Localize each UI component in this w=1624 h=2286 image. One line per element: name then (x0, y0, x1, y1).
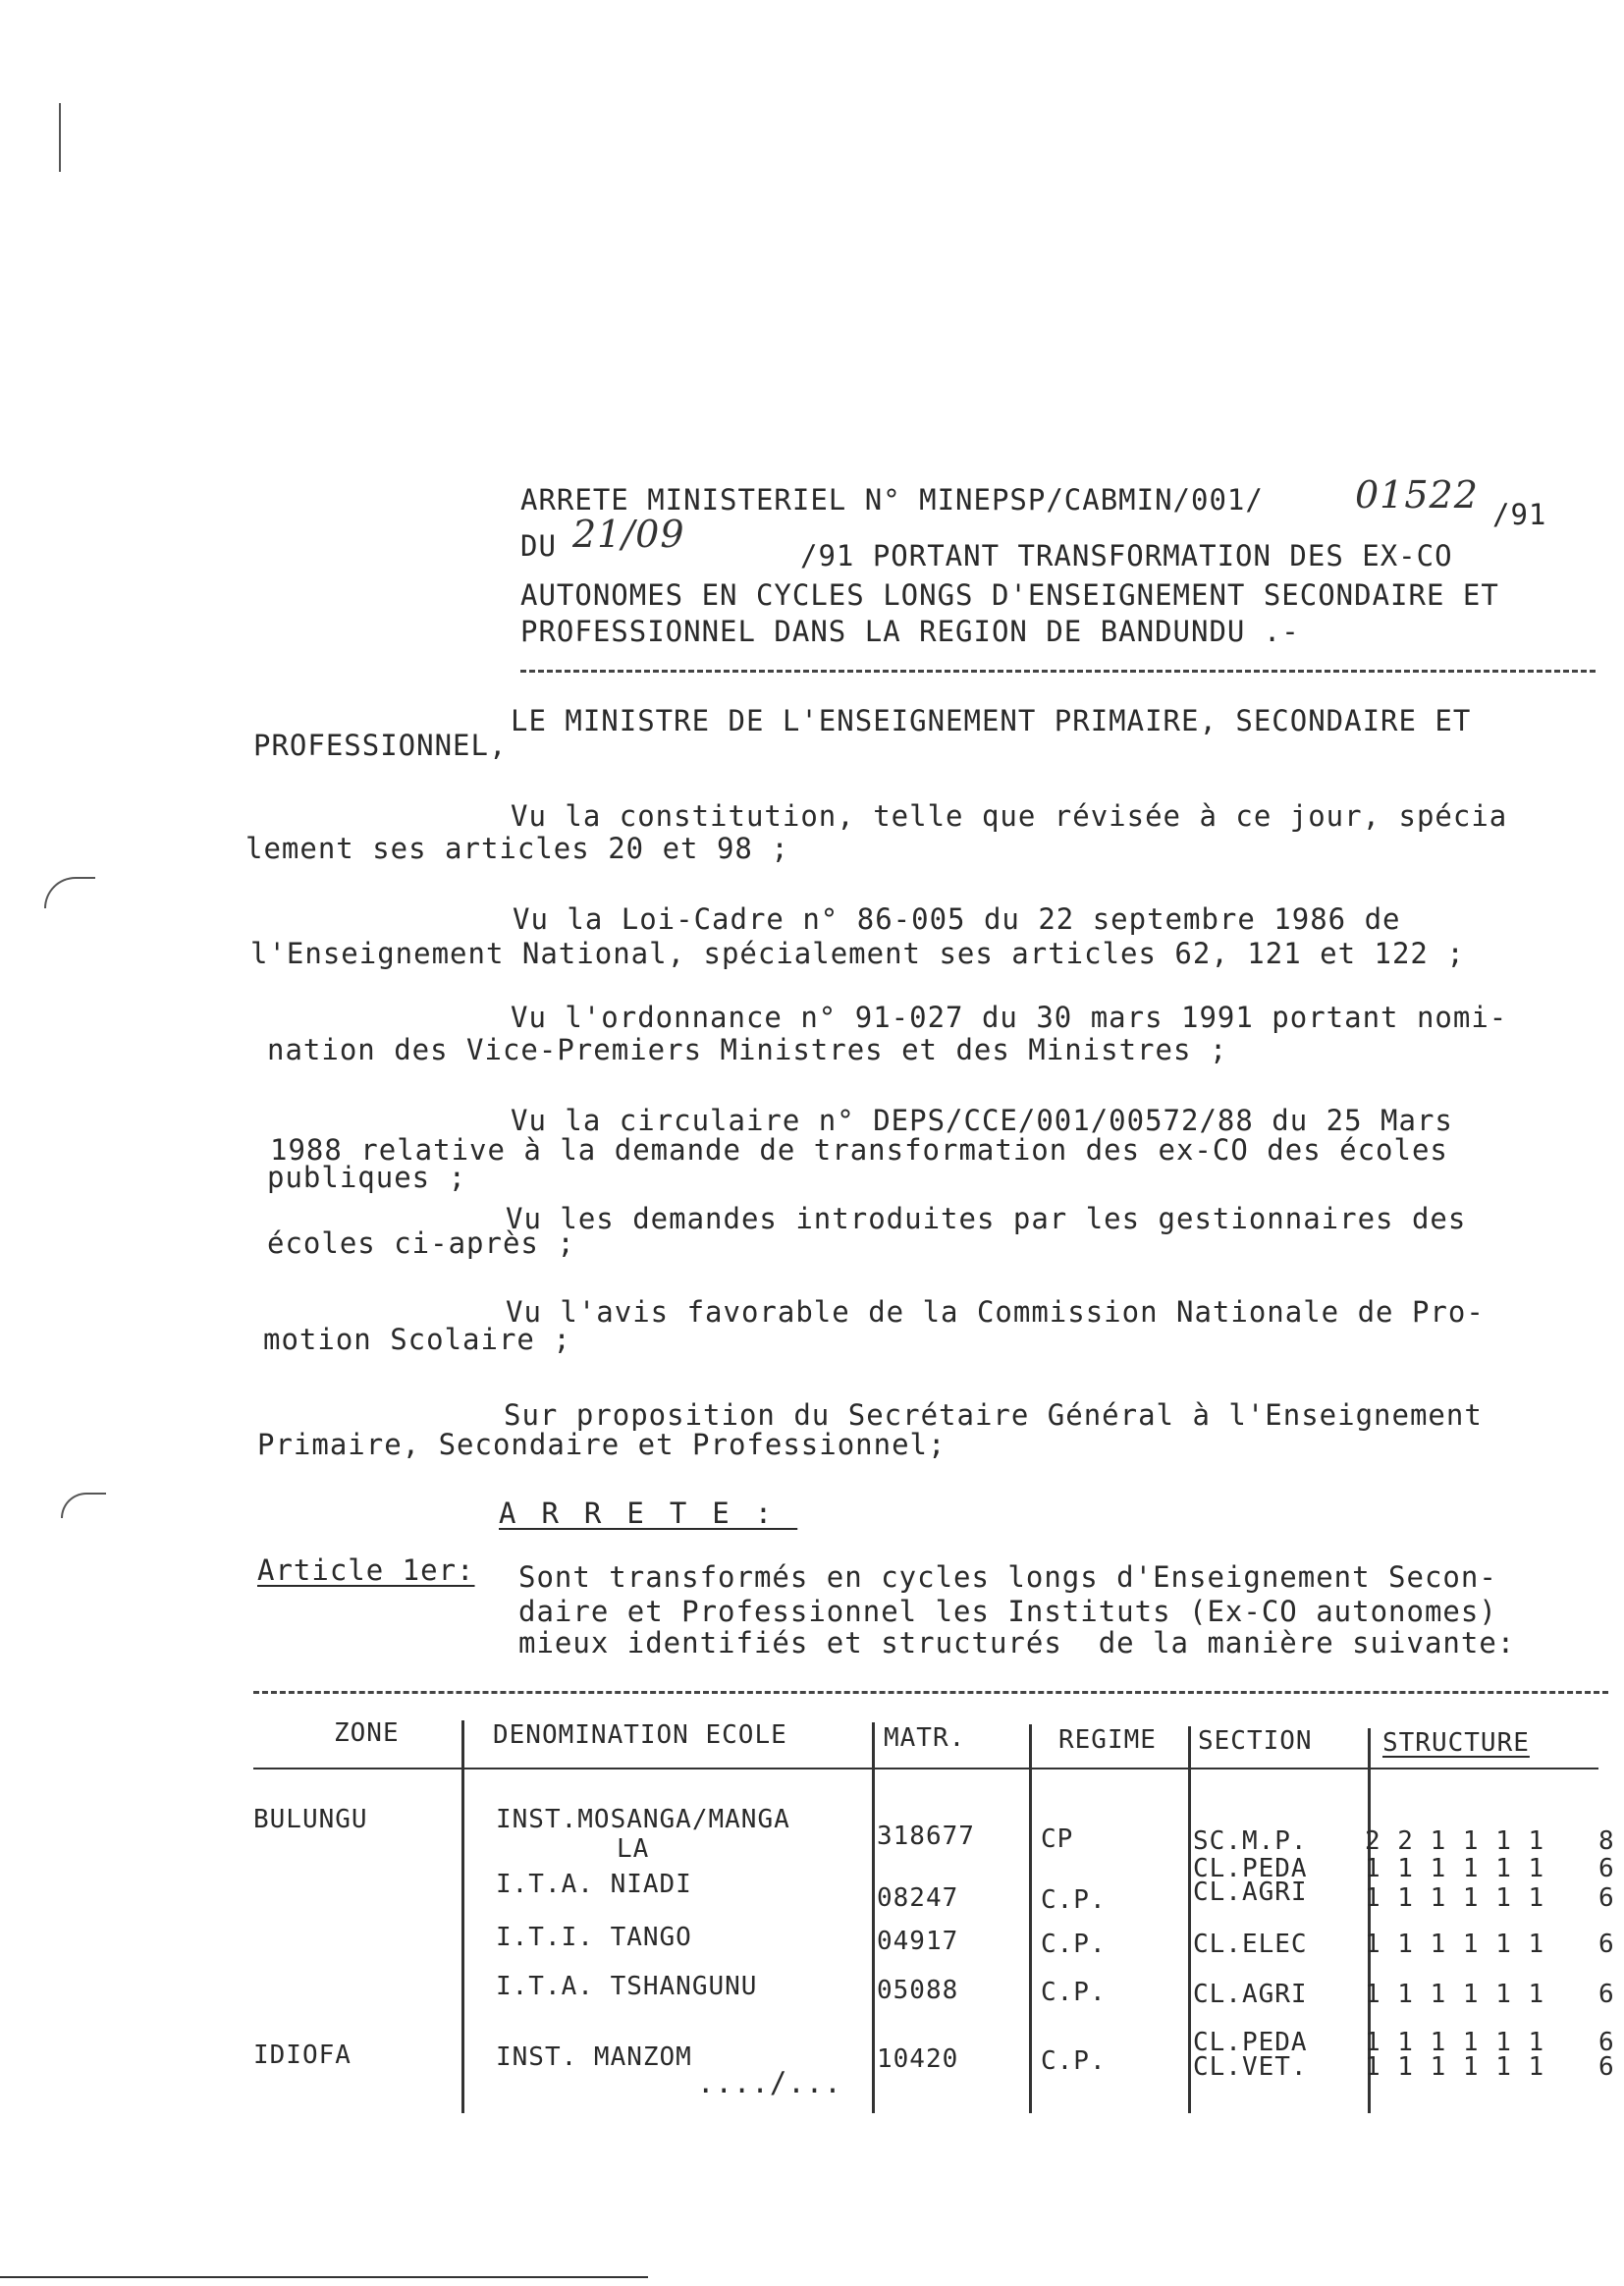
row-4-section: CL.ELEC (1193, 1930, 1308, 1959)
row-5-name: I.T.A. TSHANGUNU (496, 1972, 758, 2001)
handwritten-date: 21/09 (572, 513, 685, 556)
arrete-heading: ARRETE: (499, 1497, 798, 1530)
handwritten-number: 01522 (1355, 473, 1479, 517)
row-5-section: CL.AGRI (1193, 1980, 1308, 2009)
vu-demandes-2: écoles ci-après ; (267, 1226, 575, 1260)
margin-mark-left (44, 877, 95, 908)
row-7-matr: 10420 (877, 2044, 959, 2074)
row-1-zone: BULUNGU (253, 1805, 368, 1834)
vu-avis-2: motion Scolaire ; (263, 1323, 571, 1356)
row-1-matr: 318677 (877, 1822, 975, 1851)
col-sep-3 (1029, 1724, 1032, 2113)
vu-ordonnance-2: nation des Vice-Premiers Ministres et des Ministres ; (267, 1033, 1228, 1066)
vu-avis-1: Vu l'avis favorable de la Commission Nationale de Pro- (506, 1295, 1485, 1329)
row-3-total: 6 (1598, 1883, 1615, 1913)
vu-constitution-1: Vu la constitution, telle que révisée à ce jour, spécia (511, 799, 1508, 833)
row-4-regime: C.P. (1041, 1930, 1107, 1959)
row-4-name: I.T.I. TANGO (496, 1923, 692, 1952)
margin-mark-left-2 (61, 1493, 106, 1518)
row-3-regime: C.P. (1041, 1885, 1107, 1915)
header-divider (520, 670, 1596, 673)
row-2-structure: 1 1 1 1 1 1 (1365, 1854, 1545, 1883)
row-1-name-cont: LA (617, 1834, 650, 1864)
header-line-2: /91 PORTANT TRANSFORMATION DES EX-CO (800, 539, 1453, 572)
sur-proposition-2: Primaire, Secondaire et Professionnel; (257, 1428, 947, 1461)
row-6-section: CL.PEDA (1193, 2028, 1308, 2057)
row-1-regime: CP (1041, 1824, 1074, 1854)
row-1-section: SC.M.P. (1193, 1826, 1308, 1856)
header-line-4: PROFESSIONNEL DANS LA REGION DE BANDUNDU .- (520, 615, 1300, 648)
header-zone: ZONE (334, 1718, 400, 1748)
minister-line-1: LE MINISTRE DE L'ENSEIGNEMENT PRIMAIRE, SECONDAIRE ET (511, 704, 1472, 737)
sur-proposition-1: Sur proposition du Secrétaire Général à l'Enseignement (504, 1398, 1483, 1432)
vu-demandes-1: Vu les demandes introduites par les gestionnaires des (506, 1202, 1467, 1235)
row-7-zone: IDIOFA (253, 2041, 352, 2070)
article-text-1: Sont transformés en cycles longs d'Enseignement Secon- (518, 1560, 1497, 1594)
row-4-total: 6 (1598, 1930, 1615, 1959)
table-top-divider (253, 1691, 1608, 1694)
article-text-2: daire et Professionnel les Instituts (Ex-CO autonomes) (518, 1595, 1497, 1628)
vu-loi-cadre-1: Vu la Loi-Cadre n° 86-005 du 22 septembre 1986 de (513, 902, 1401, 936)
row-3-structure: 1 1 1 1 1 1 (1365, 1883, 1545, 1913)
row-6-total: 6 (1598, 2028, 1615, 2057)
minister-line-2: PROFESSIONNEL, (253, 729, 508, 762)
row-3-name: I.T.A. NIADI (496, 1870, 692, 1899)
row-3-matr: 08247 (877, 1883, 959, 1913)
article-label: Article 1er: (257, 1553, 475, 1587)
row-5-total: 6 (1598, 1980, 1615, 2009)
row-3-section: CL.AGRI (1193, 1878, 1308, 1907)
row-1-total: 8 (1598, 1826, 1615, 1856)
row-6-structure: 1 1 1 1 1 1 (1365, 2028, 1545, 2057)
article-text-3: mieux identifiés et structurés de la manière suivante: (518, 1626, 1516, 1660)
row-5-matr: 05088 (877, 1976, 959, 2005)
header-section: SECTION (1198, 1726, 1313, 1756)
vu-loi-cadre-2: l'Enseignement National, spécialement ses articles 62, 121 et 122 ; (250, 937, 1465, 970)
row-7-structure: 1 1 1 1 1 1 (1365, 2052, 1545, 2082)
header-year-1: /91 (1492, 498, 1547, 531)
row-4-structure: 1 1 1 1 1 1 (1365, 1930, 1545, 1959)
col-sep-2 (872, 1722, 875, 2113)
continuation-mark: ..../... (697, 2066, 842, 2099)
col-sep-4 (1188, 1726, 1191, 2113)
vu-circulaire-2: 1988 relative à la demande de transformation des ex-CO des écoles (270, 1133, 1448, 1167)
row-4-matr: 04917 (877, 1927, 959, 1956)
header-regime: REGIME (1058, 1725, 1157, 1755)
row-5-regime: C.P. (1041, 1978, 1107, 2007)
header-line-3: AUTONOMES EN CYCLES LONGS D'ENSEIGNEMENT SECONDAIRE ET (520, 578, 1499, 612)
row-7-name: INST. MANZOM (496, 2042, 692, 2072)
header-du: DU (520, 529, 557, 563)
header-structure: STRUCTURE (1382, 1728, 1530, 1758)
row-2-total: 6 (1598, 1854, 1615, 1883)
margin-mark-top (59, 103, 67, 172)
row-7-section: CL.VET. (1193, 2052, 1308, 2082)
vu-constitution-2: lement ses articles 20 et 98 ; (245, 832, 789, 865)
col-sep-1 (461, 1720, 464, 2113)
header-denomination: DENOMINATION ECOLE (493, 1720, 787, 1750)
row-5-structure: 1 1 1 1 1 1 (1365, 1980, 1545, 2009)
header-line-1: ARRETE MINISTERIEL N° MINEPSP/CABMIN/001/ (520, 483, 1264, 517)
row-7-regime: C.P. (1041, 2046, 1107, 2076)
vu-circulaire-1: Vu la circulaire n° DEPS/CCE/001/00572/88 du 25 Mars (511, 1104, 1453, 1137)
row-1-name: INST.MOSANGA/MANGA (496, 1805, 790, 1834)
bottom-edge-line (0, 2276, 648, 2278)
header-matr: MATR. (884, 1723, 966, 1753)
vu-circulaire-3: publiques ; (267, 1161, 467, 1194)
table-header-rule (253, 1768, 1598, 1769)
row-2-section: CL.PEDA (1193, 1854, 1308, 1883)
row-1-structure: 2 2 1 1 1 1 (1365, 1826, 1545, 1856)
row-7-total: 6 (1598, 2052, 1615, 2082)
vu-ordonnance-1: Vu l'ordonnance n° 91-027 du 30 mars 1991 portant nomi- (511, 1001, 1508, 1034)
